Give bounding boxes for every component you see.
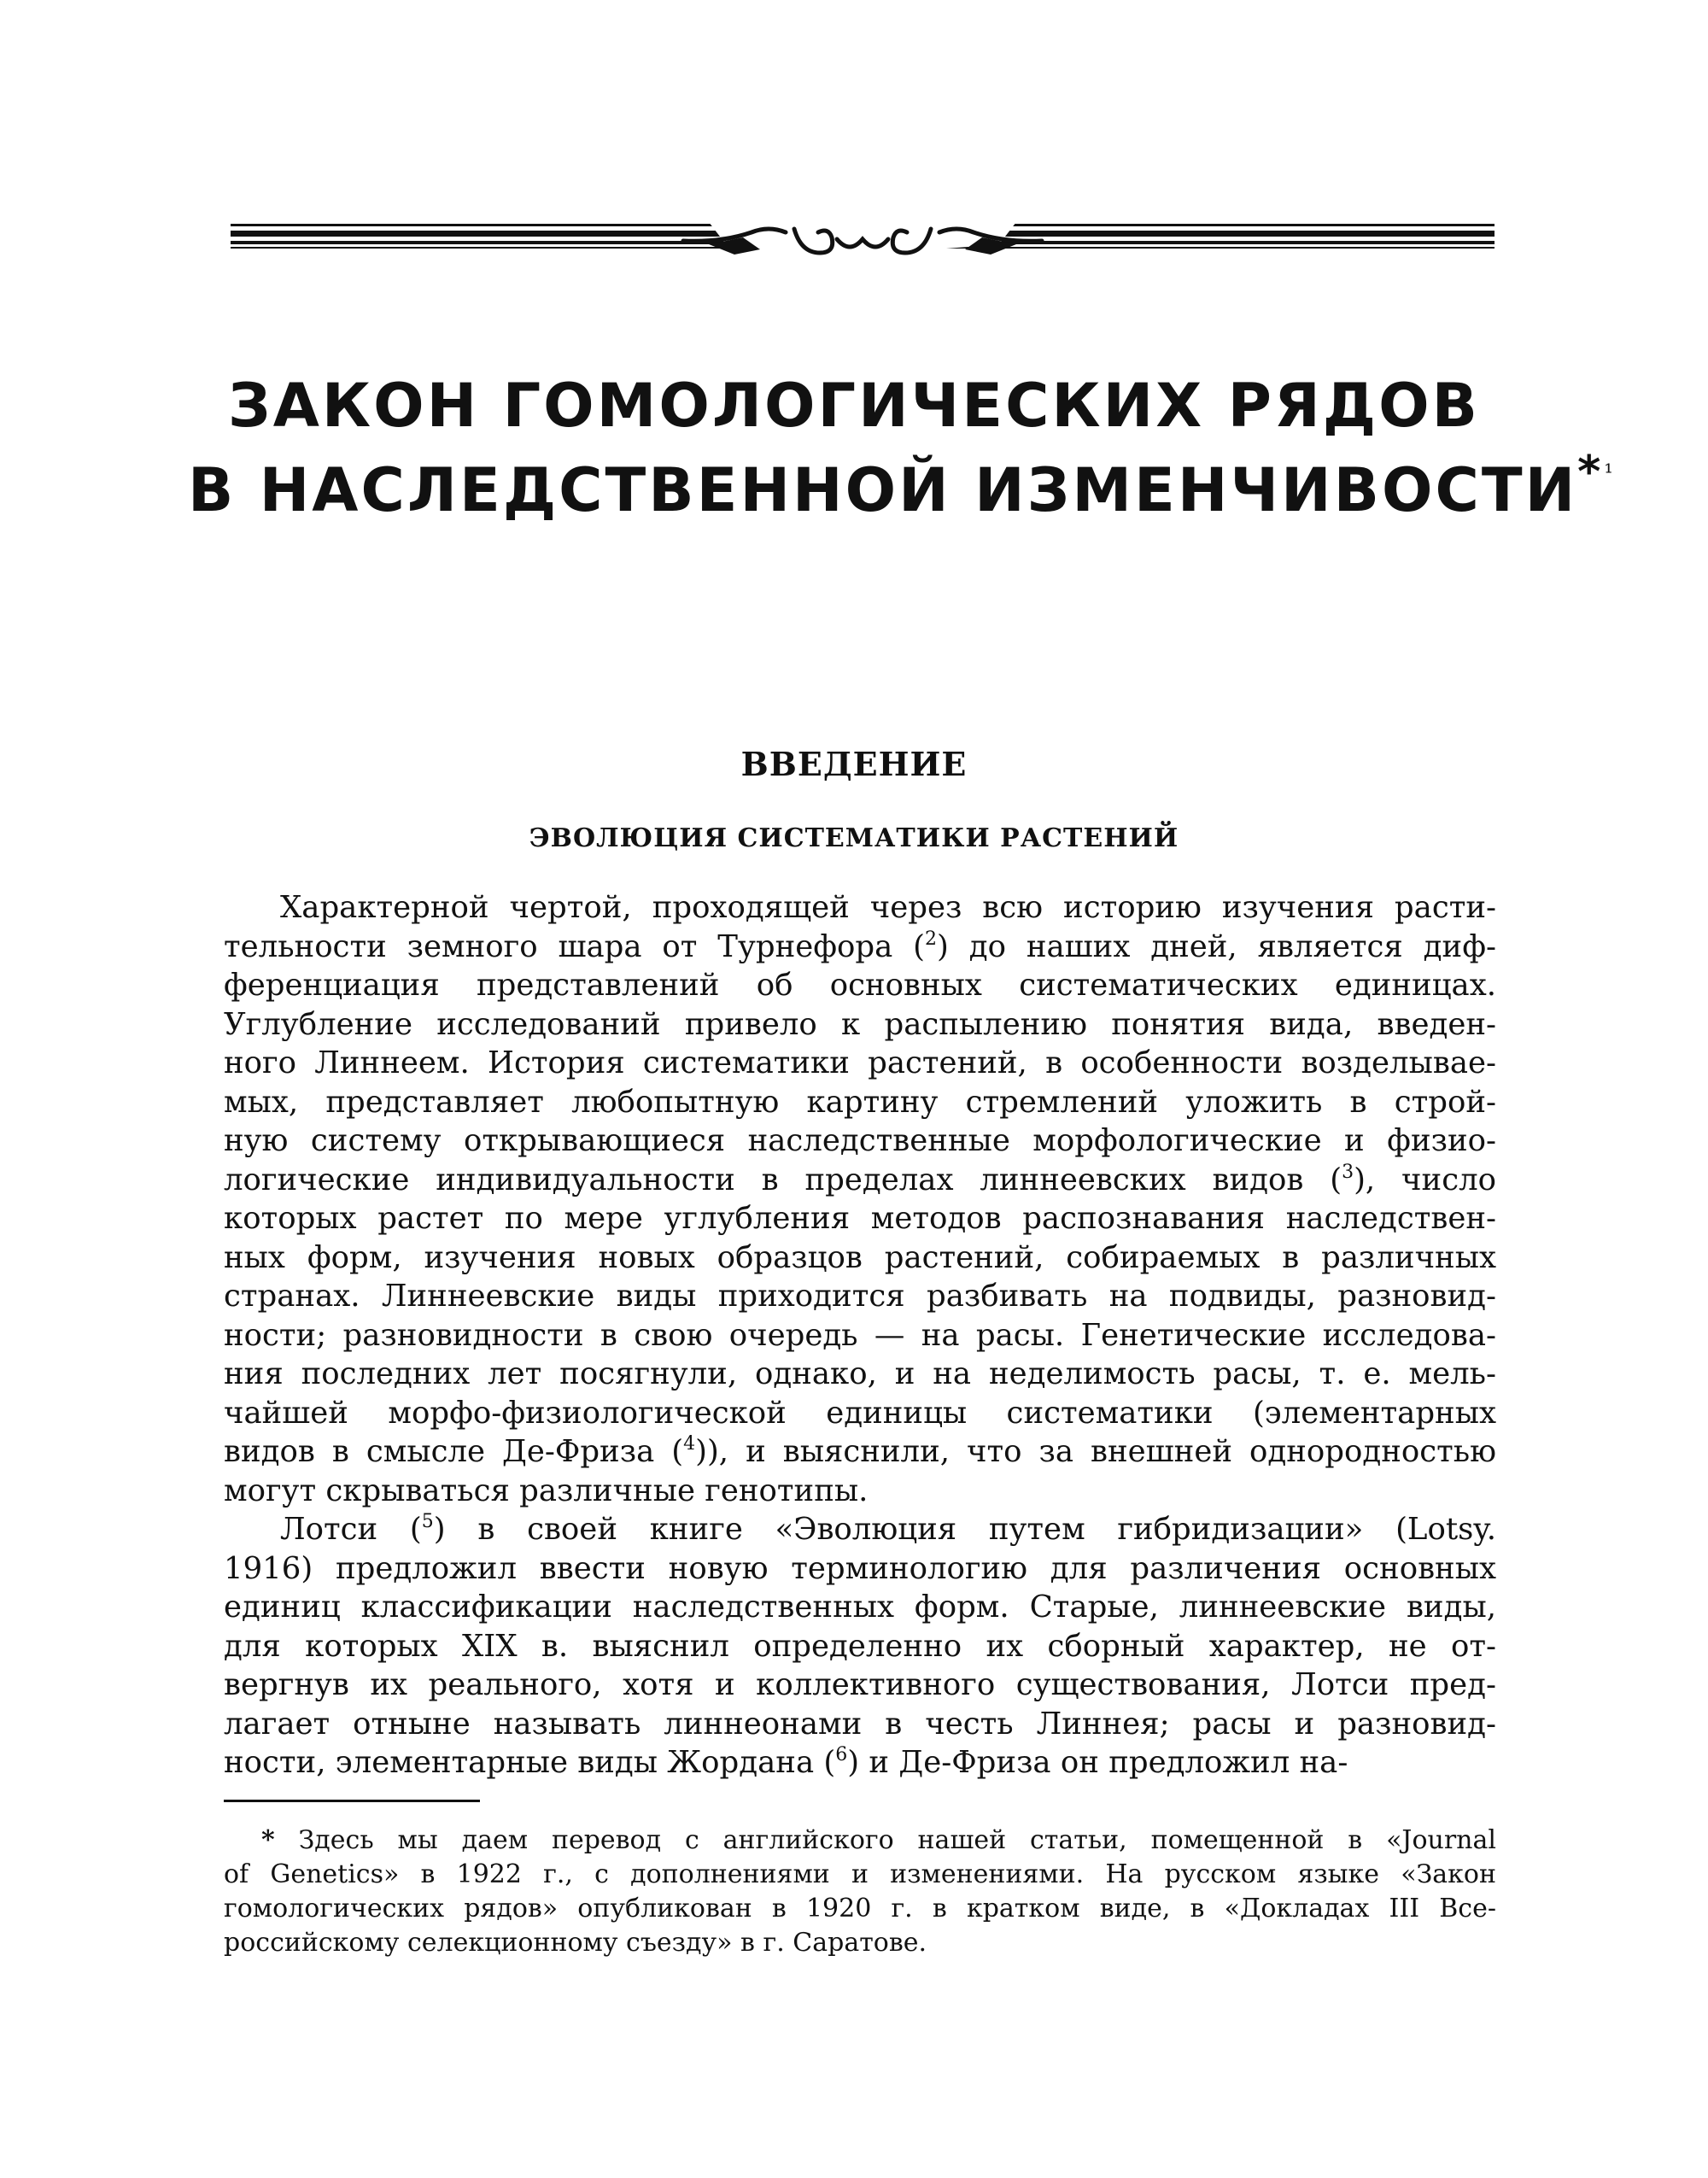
text-line (224, 1666, 1496, 1705)
text-segment: ную систему открывающиеся наследственные морфологические и физио- (224, 1123, 1496, 1158)
footnote-line: гомологических рядов» опубликован в 1920 г. в кратком виде, в «Докладах III Все- (224, 1894, 1496, 1923)
section-heading: ВВЕДЕНИЕ (740, 745, 968, 783)
text-segment: Лотси ( (280, 1512, 422, 1547)
reference-number: 6 (835, 1744, 848, 1765)
text-segment: чайшей морфо-физиологической единицы систематики (элементарных (224, 1395, 1496, 1431)
text-segment: вергнув их реального, хотя и коллективного существования, Лотси пред- (224, 1667, 1496, 1702)
title-line-2 (188, 447, 1615, 525)
text-line (224, 1238, 1496, 1278)
text-segment: видов в смысле Де-Фриза ( (224, 1434, 684, 1469)
text-segment: ных форм, изучения новых образцов растений, собираемых в различных (224, 1239, 1496, 1275)
text-segment: ) до наших дней, является диф- (937, 928, 1496, 964)
text-segment: )), и выяснили, что за внешней однородностью (695, 1434, 1497, 1469)
text-segment: ности; разновидности в свою очередь — на расы. Генетические исследова- (224, 1317, 1496, 1353)
text-segment: лагает отныне называть линнеонами в честь Линнея; расы и разновид- (224, 1706, 1496, 1742)
text-segment: ния последних лет посягнули, однако, и на неделимость расы, т. е. мель- (224, 1356, 1496, 1391)
text-segment: ) и Де-Фриза он предложил на- (847, 1745, 1348, 1780)
text-line (224, 1394, 1496, 1433)
body-text (224, 888, 1496, 1783)
section-subheading: ЭВОЛЮЦИЯ СИСТЕМАТИКИ РАСТЕНИЙ (529, 823, 1179, 853)
footnote-line (224, 1824, 1496, 1858)
paragraph-1 (224, 888, 1496, 1510)
text-line (224, 1005, 1496, 1045)
text-line (224, 1588, 1496, 1627)
text-line (224, 1705, 1496, 1744)
footnote (224, 1824, 1496, 1960)
text-line (224, 1083, 1496, 1122)
title-line-2-text: В НАСЛЕДСТВЕННОЙ ИЗМЕНЧИВОСТИ (188, 455, 1578, 525)
text-segment: ференциация представлений об основных систематических единицах. (224, 968, 1496, 1003)
text-line (224, 1277, 1496, 1316)
text-line (224, 928, 1496, 967)
title-endnote-number: ¹ (1604, 460, 1615, 486)
text-line (224, 1472, 1496, 1511)
text-segment: ) в своей книге «Эволюция путем гибридизации» (Lotsy. (433, 1512, 1496, 1547)
text-segment: Характерной чертой, проходящей через всю историю изучения расти- (280, 890, 1496, 925)
text-line (224, 1355, 1496, 1394)
text-line (224, 1510, 1496, 1549)
text-segment: для которых XIX в. выяснил определенно их сборный характер, не от- (224, 1628, 1496, 1664)
text-line (224, 1044, 1496, 1083)
reference-number: 4 (683, 1433, 696, 1455)
footnote-divider (224, 1800, 480, 1802)
text-segment: 1916) предложил ввести новую терминологию для различения основных (224, 1550, 1496, 1586)
paragraph-2 (224, 1510, 1496, 1783)
text-line (224, 888, 1496, 928)
reference-number: 3 (1342, 1161, 1354, 1183)
text-segment: ности, элементарные виды Жордана ( (224, 1745, 836, 1780)
text-line (224, 1549, 1496, 1589)
text-segment: ного Линнеем. История систематики растений, в особенности возделывае- (224, 1045, 1496, 1080)
text-line (224, 966, 1496, 1005)
text-segment: ), число (1354, 1162, 1496, 1197)
text-line (224, 1743, 1496, 1783)
reference-number: 2 (925, 928, 938, 950)
text-line (224, 1199, 1496, 1238)
decorative-header-ornament (231, 220, 1494, 263)
footnote-marker: * (261, 1825, 275, 1855)
text-segment: которых растет по мере углубления методов распознавания наследствен- (224, 1201, 1496, 1236)
text-line (224, 1316, 1496, 1355)
title-footnote-marker: * (1577, 447, 1601, 498)
title-line-1: ЗАКОН ГОМОЛОГИЧЕСКИХ РЯДОВ (227, 371, 1480, 441)
footnote-line: of Genetics» в 1922 г., с дополнениями и изменениями. На русском языке «Закон (224, 1859, 1496, 1889)
text-line (224, 1161, 1496, 1200)
text-line (224, 1432, 1496, 1472)
text-segment: странах. Линнеевские виды приходится разбивать на подвиды, разновид- (224, 1279, 1496, 1314)
text-line (224, 1627, 1496, 1666)
text-line (224, 1121, 1496, 1161)
text-segment: могут скрываться различные генотипы. (224, 1472, 869, 1508)
text-segment: мых, представляет любопытную картину стремлений уложить в строй- (224, 1084, 1496, 1120)
text-segment: Углубление исследований привело к распылению понятия вида, введен- (224, 1006, 1496, 1042)
text-segment: тельности земного шара от Турнефора ( (224, 928, 926, 964)
reference-number: 5 (421, 1511, 434, 1532)
text-segment: логические индивидуальности в пределах линнеевских видов ( (224, 1162, 1342, 1197)
footnote-text: Здесь мы даем перевод с английского нашей статьи, помещенной в «Journal (298, 1825, 1496, 1855)
footnote-line: российскому селекционному съезду» в г. Саратове. (224, 1928, 927, 1958)
text-segment: единиц классификации наследственных форм. Старые, линнеевские виды, (224, 1590, 1496, 1625)
